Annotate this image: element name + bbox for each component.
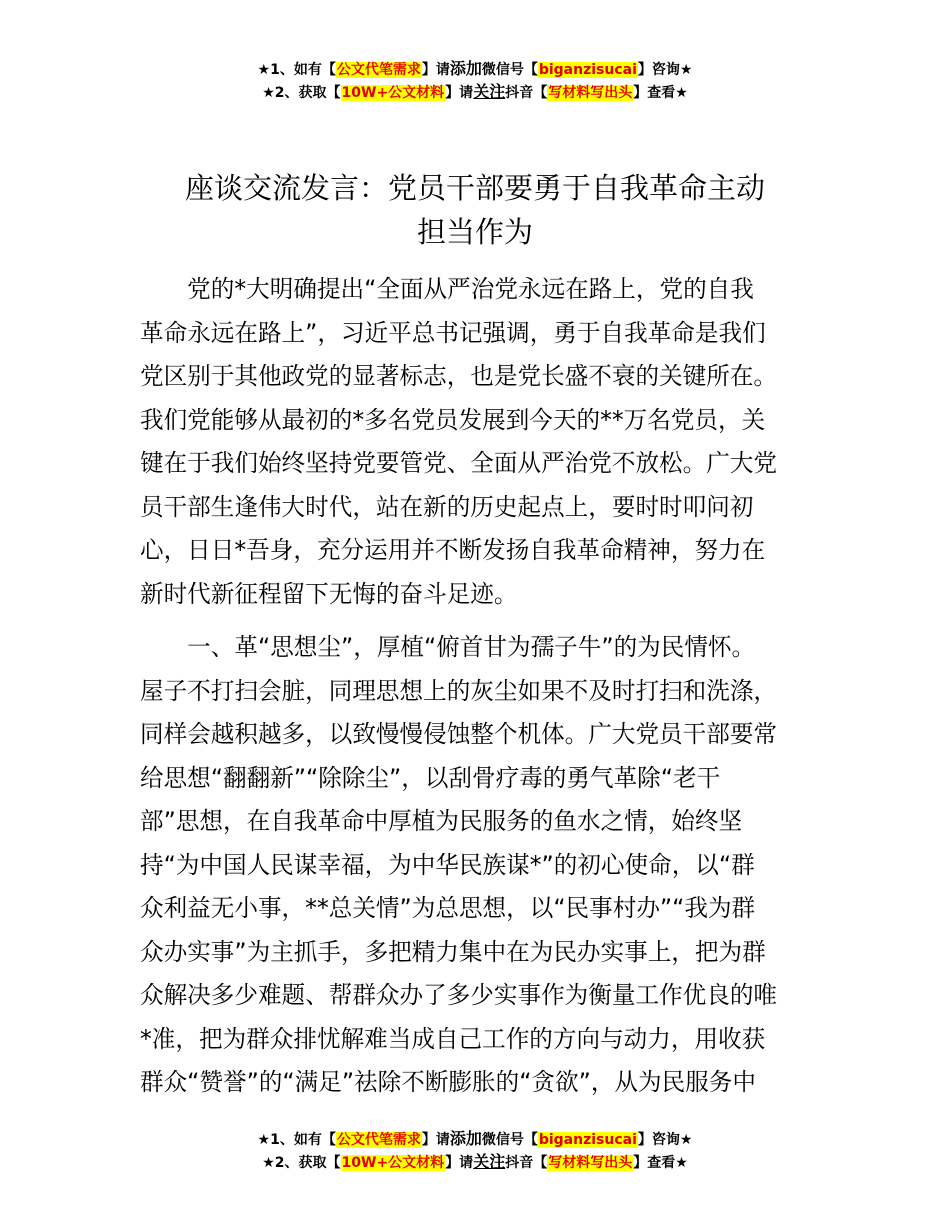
paragraph-1 [140, 268, 812, 616]
text-line: 给思想“翻翻新”“除除尘”，以刮骨疗毒的勇气革除“老干 [140, 763, 721, 792]
text-line: 持“为中国人民谋幸福，为中华民族谋*”的初心使命，以“群 [140, 850, 755, 879]
banner-line-2 [0, 1151, 950, 1174]
banner-text: 】咨询★ [637, 1132, 693, 1148]
banner-text: 】请 [445, 85, 474, 101]
banner-highlight: 10W+公文材料 [341, 85, 445, 101]
banner-line-1 [0, 58, 950, 81]
banner-text: 】请 [445, 1155, 474, 1171]
text-line: 革命永远在路上”，习近平总书记强调，勇于自我革命是我们 [140, 318, 766, 347]
banner-text: 】咨询★ [637, 62, 693, 78]
banner-text: ★2、获取【 [262, 1155, 341, 1171]
banner-highlight: 公文代笔需求 [336, 62, 421, 78]
text-line: 员干部生逢伟大时代，站在新的历史起点上，要时时叩问初 [140, 492, 754, 521]
banner-emphasis: 添加 [449, 1129, 482, 1148]
banner-text: 】查看★ [633, 85, 688, 101]
text-line: 一、革“思想尘”，厚植“俯首甘为孺子牛”的为民情怀。 [140, 633, 756, 661]
text-line: 部”思想，在自我革命中厚植为民服务的鱼水之情，始终坚 [140, 807, 743, 835]
title-line-1: 座谈交流发言：党员干部要勇于自我革命主动 [184, 171, 765, 205]
banner-text: 】请 [421, 62, 450, 78]
banner-text: ★1、如有【 [257, 62, 336, 78]
text-line: 群众“赞誉”的“满足”祛除不断膨胀的“贪欲”，从为民服务中 [140, 1068, 756, 1096]
banner-text: 抖音【 [505, 85, 548, 101]
banner-text: 微信号【 [481, 62, 538, 78]
text-line: 众解决多少难题、帮群众办了多少实事作为衡量工作优良的唯 [140, 981, 778, 1009]
banner-highlight: 公文代笔需求 [336, 1132, 421, 1148]
text-line: 心，日日*吾身，充分运用并不断发扬自我革命精神，努力在 [140, 536, 766, 564]
banner-text: 】查看★ [633, 1155, 688, 1171]
text-line: 众办实事”为主抓手，多把精力集中在为民办实事上，把为群 [140, 937, 766, 966]
text-line: 党的*大明确提出“全面从严治党永远在路上，党的自我 [140, 275, 754, 303]
banner-text: 抖音【 [505, 1155, 548, 1171]
banner-highlight: biganzisucai [538, 1132, 637, 1148]
text-line: *准，把为群众排忧解难当成自己工作的方向与动力，用收获 [140, 1024, 766, 1053]
footer-banner [0, 1128, 950, 1174]
banner-emphasis: 关注 [473, 1152, 506, 1171]
paragraph-2 [140, 626, 812, 1105]
text-line: 党区别于其他政党的显著标志，也是党长盛不衰的关键所在。 [140, 362, 778, 390]
title-line-2: 担当作为 [416, 215, 533, 249]
text-line: 屋子不打扫会脏，同理思想上的灰尘如果不及时打扫和洗涤， [140, 676, 778, 705]
text-line: 同样会越积越多，以致慢慢侵蚀整个机体。广大党员干部要常 [140, 720, 778, 748]
document-title [0, 166, 950, 254]
banner-highlight: 写材料写出头 [548, 85, 633, 101]
banner-highlight: 写材料写出头 [548, 1155, 633, 1171]
header-banner [0, 58, 950, 104]
banner-text: ★2、获取【 [262, 85, 341, 101]
banner-text: ★1、如有【 [257, 1132, 336, 1148]
text-line: 众利益无小事，**总关情”为总思想，以“民事村办”“我为群 [140, 894, 756, 922]
banner-emphasis: 关注 [473, 82, 506, 101]
banner-text: 】请 [421, 1132, 450, 1148]
text-line: 新时代新征程留下无悔的奋斗足迹。 [140, 579, 518, 608]
text-line: 我们党能够从最初的*多名党员发展到今天的**万名党员，关 [140, 405, 766, 434]
banner-text: 微信号【 [481, 1132, 538, 1148]
banner-highlight: biganzisucai [538, 62, 637, 78]
text-line: 键在于我们始终坚持党要管党、全面从严治党不放松。广大党 [140, 449, 778, 477]
banner-emphasis: 添加 [449, 59, 482, 78]
banner-line-2 [0, 81, 950, 104]
banner-line-1 [0, 1128, 950, 1151]
banner-highlight: 10W+公文材料 [341, 1155, 445, 1171]
